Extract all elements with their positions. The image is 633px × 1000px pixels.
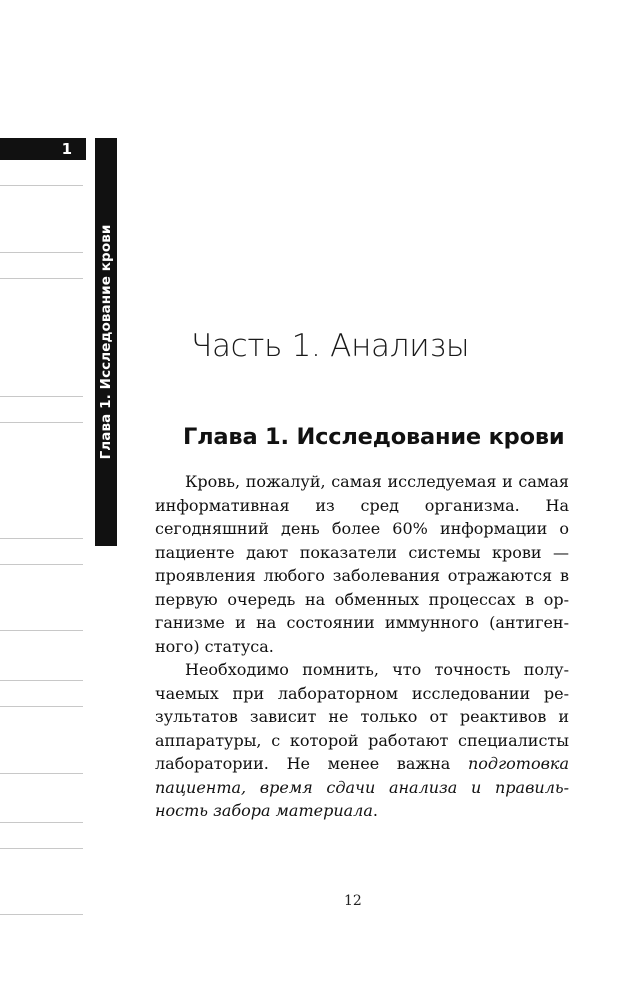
margin-rule (0, 822, 83, 823)
margin-rule (0, 630, 83, 631)
part-title: Часть 1. Анализы (191, 328, 470, 364)
paragraph-2-plain: Необходимо помнить, что точность получаемых при лабораторном исследовании результатов зависит не только от реактивов и аппаратуры, с которой работают специалисты лаборатории. Не менее важна (155, 660, 569, 773)
chapter-number-tab: 1 (0, 138, 86, 160)
paragraph-1: Кровь, пожалуй, самая исследуемая и самая информативная из сред организма. На сегодняшний день более 60% информации о пациенте дают показатели системы крови — проявления любого заболевания отражаются в первую очередь на обменных процессах в организме и на состоянии иммунного (антигенного) статуса. (155, 472, 569, 656)
margin-rule (0, 185, 83, 186)
chapter-title: Глава 1. Исследование крови (183, 424, 565, 450)
chapter-side-bar (95, 138, 117, 546)
margin-rule (0, 706, 83, 707)
margin-rule (0, 252, 83, 253)
margin-rule (0, 538, 83, 539)
paragraph-2 (155, 658, 569, 823)
body-text (155, 470, 569, 823)
margin-rule (0, 564, 83, 565)
margin-rule (0, 422, 83, 423)
margin-rule (0, 680, 83, 681)
margin-rule (0, 396, 83, 397)
paragraph-2-italic: подготовка пациента, время сдачи анализа и правильность забора материала (155, 754, 569, 820)
page-number: 12 (344, 893, 362, 909)
margin-rule (0, 278, 83, 279)
margin-rule (0, 848, 83, 849)
chapter-side-label: Глава 1. Исследование крови (98, 224, 114, 460)
margin-rule (0, 773, 83, 774)
margin-rule (0, 914, 83, 915)
paragraph-2-end: . (372, 801, 378, 820)
